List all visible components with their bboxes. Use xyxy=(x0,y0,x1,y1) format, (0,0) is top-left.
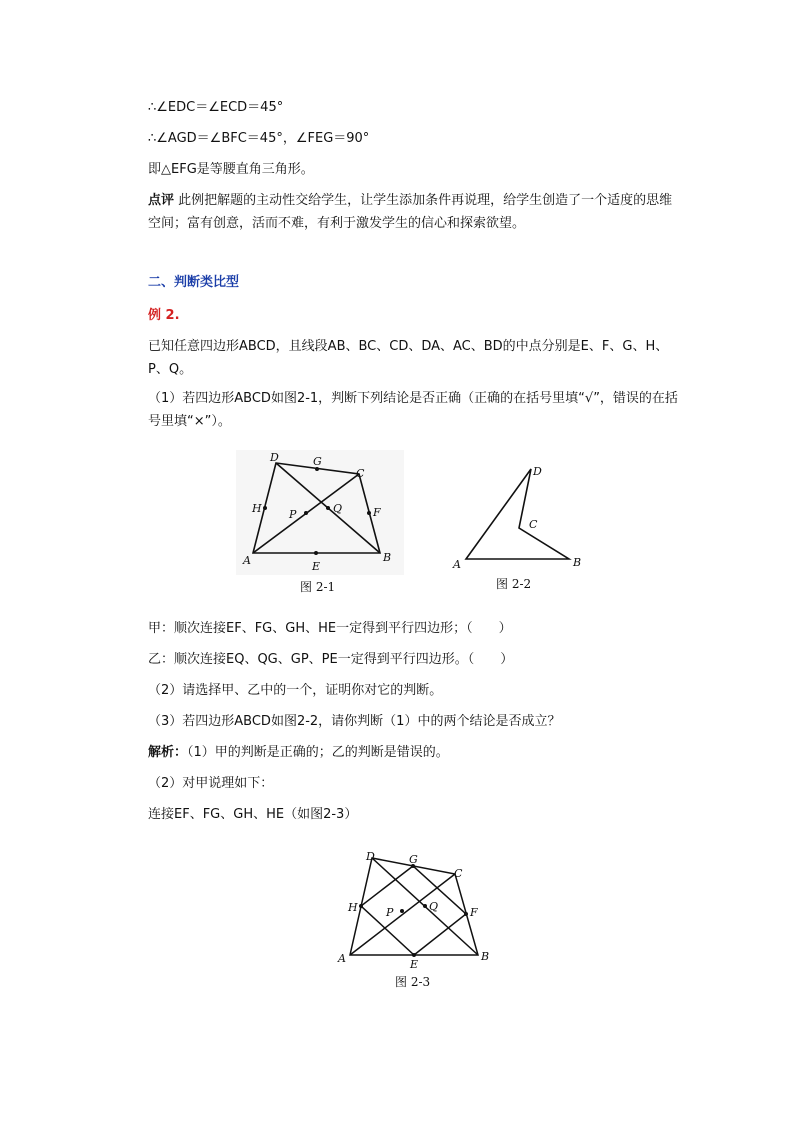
answer-label: 解析： xyxy=(148,745,188,760)
fig23-label-A: A xyxy=(338,952,346,965)
fig21-label-D: D xyxy=(270,451,279,464)
fig23-label-H: H xyxy=(348,901,358,914)
statement-jia: 甲：顺次连接EF、FG、GH、HE一定得到平行四边形；（ ） xyxy=(148,621,512,636)
fig21-label-F: F xyxy=(373,506,381,519)
fig23-label-P: P xyxy=(386,906,394,919)
fig23-label-G: G xyxy=(409,853,418,866)
fig23-label-Q: Q xyxy=(429,900,439,913)
fig21-label-B: B xyxy=(383,551,392,564)
fig21-label-P: P xyxy=(289,508,297,521)
fig23-label-C: C xyxy=(454,867,463,880)
problem-text: 已知任意四边形ABCD，且线段AB、BC、CD、DA、AC、BD的中点分别是E、F、G、H、P、Q。 xyxy=(148,339,669,377)
fig21-label-C: C xyxy=(356,467,365,480)
fig23-label-D: D xyxy=(366,850,375,863)
figure-2-1 xyxy=(236,450,404,575)
proof-line-1: ∴∠EDC＝∠ECD＝45° xyxy=(148,100,284,115)
connect-line: 连接EF、FG、GH、HE（如图2-3） xyxy=(148,807,358,822)
fig22-label-A: A xyxy=(453,558,461,571)
question-1: （1）若四边形ABCD如图2-1，判断下列结论是否正确（正确的在括号里填“√”，错误的在括号里填“×”）。 xyxy=(148,391,678,429)
question-3: （3）若四边形ABCD如图2-2，请你判断（1）中的两个结论是否成立？ xyxy=(148,714,561,729)
fig21-label-Q: Q xyxy=(333,502,343,515)
proof-line-2: ∴∠AGD＝∠BFC＝45°，∠FEG＝90° xyxy=(148,131,370,146)
fig22-label-B: B xyxy=(573,556,582,569)
fig22-label-D: D xyxy=(533,465,542,478)
fig21-label-A: A xyxy=(243,554,251,567)
fig22-label-C: C xyxy=(529,518,538,531)
section-heading: 二、判断类比型 xyxy=(148,275,240,290)
example-label: 例 2. xyxy=(148,308,180,323)
fig21-label-E: E xyxy=(312,560,321,573)
fig23-label-F: F xyxy=(470,906,478,919)
comment-paragraph xyxy=(148,189,678,235)
explain-line: （2）对甲说理如下： xyxy=(148,776,274,791)
fig21-label-H: H xyxy=(252,502,262,515)
fig21-label-G: G xyxy=(313,455,322,468)
proof-conclusion: 即△EFG是等腰直角三角形。 xyxy=(148,162,314,177)
answer-text: （1）甲的判断是正确的；乙的判断是错误的。 xyxy=(187,745,449,760)
figure-2-3 xyxy=(333,848,493,970)
figure-2-3-caption: 图 2-3 xyxy=(395,975,431,989)
fig23-label-E: E xyxy=(410,958,419,970)
figure-2-2-caption: 图 2-2 xyxy=(496,577,532,591)
fig23-label-B: B xyxy=(481,950,490,963)
figure-2-2 xyxy=(448,458,588,573)
question-2: （2）请选择甲、乙中的一个，证明你对它的判断。 xyxy=(148,683,443,698)
comment-label: 点评 xyxy=(148,193,175,208)
comment-text: 此例把解题的主动性交给学生，让学生添加条件再说理，给学生创造了一个适度的思维空间；富有创意，活而不难，有利于激发学生的信心和探索欲望。 xyxy=(148,193,673,231)
statement-yi: 乙：顺次连接EQ、QG、GP、PE一定得到平行四边形。（ ） xyxy=(148,652,514,667)
figure-2-1-caption: 图 2-1 xyxy=(300,580,336,594)
answer-line xyxy=(148,743,449,763)
